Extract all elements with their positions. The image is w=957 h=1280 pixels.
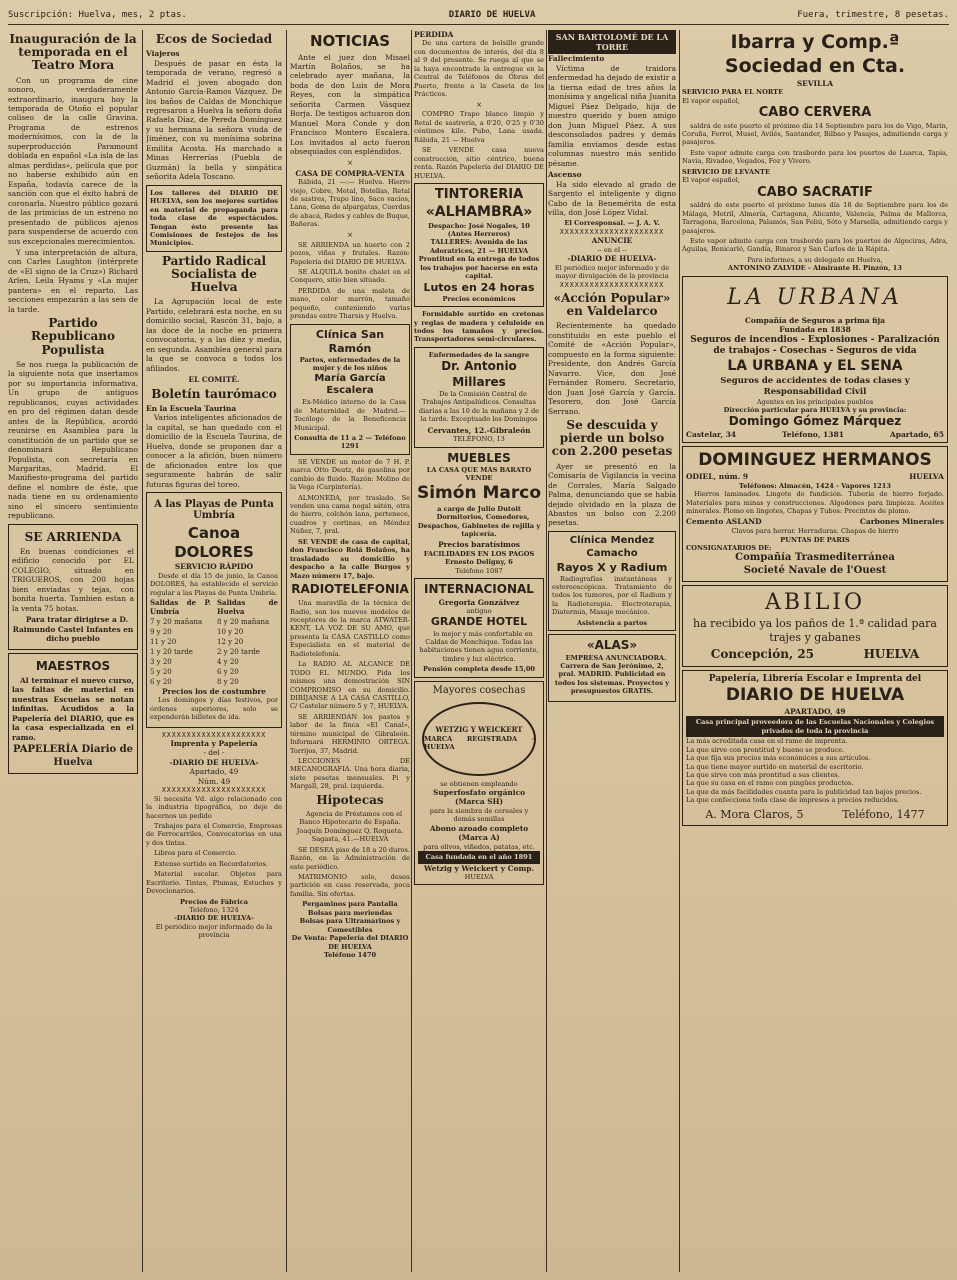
ad-tel-clinica: Consulta de 11 a 2 — Teléfono 1291: [294, 433, 406, 451]
article-body-fallecimiento: Víctima de traidora enfermedad ha dejado de existir a la tierna edad de tres años la monísima y angelical niña Juanita Miguel Páez Delgado, hija de nuestro querido y buen amigo don Juan Miguel Páez. A sus desconsolados padres y demás familia enviamos desde estas columnas nuestro más sentido pésame.: [548, 63, 676, 168]
anuncie-line: El periódico mejor informado y de mayor divulgación de la provincia: [554, 263, 670, 281]
ad-dominguez: DOMINGUEZ HERMANOS: [698, 450, 932, 471]
ad-antiguo: antiguo: [466, 607, 492, 615]
ad-sacratif: CABO SACRATIF: [757, 184, 873, 200]
ad-body-arrienda: En buenas condiciones el edificio conocido por EL COLEGIO, situado en TRIGUEROS, con 200 hojas bien enviadas y tejas, con bonita huerta. Tambien estan a la venta 75 botas.: [12, 547, 134, 613]
article-title-radio: RADIOTELEFONIA: [291, 581, 409, 596]
ad-abilio: [682, 585, 948, 667]
ad-hierros: Hierros laminados. Lingote de fundición. Tubería de hierro forjado. Materiales para minas y construcciones. Algodones para limpieza. Aceites minerales. Plomo en lingotes, Chapas y Tubos: Precintos de plomo.: [686, 490, 944, 516]
ad-gomez: Domingo Gómez Márquez: [728, 414, 902, 429]
anuncie-line: -DIARIO DE HUELVA-: [567, 254, 657, 264]
logo-subtext: MARCA REGISTRADA · HUELVA: [424, 734, 534, 751]
ad-trasmed: Compañía Trasmediterránea: [735, 552, 895, 564]
ad-ibarra: Ibarra y Comp.ª Sociedad en Cta.: [724, 31, 906, 78]
article-body-radio-2: La RADIO AL ALCANCE DE TODO EL MUNDO. Pida los mismos una demostración SIN COMPROMISO en su domicilio. DIRÍJANSE A LA CASA CASTILLO, C/ Castelar número 5 y 7, HUELVA.: [290, 660, 410, 711]
imprenta-line: Imprenta y Papelería: [170, 738, 258, 748]
ad-servicio: SERVICIO RÁPIDO: [174, 562, 254, 572]
ad-mayores-cosechas: [414, 681, 544, 886]
ad-cemento: Cemento ASLAND: [686, 517, 762, 527]
ad-navale: Societé Navale de l'Ouest: [743, 565, 887, 577]
ad-direccion: Dirección particular para HUELVA y su provincia:: [723, 406, 907, 414]
ad-canoa-dolores: [146, 492, 282, 728]
classified-arriendan: SE ARRIENDAN los pastos y labor de la finca «El Canal», término municipal de Gibraleón. Informará HERMINIO ORTEGA. Torrijos, 37, Madrid.: [290, 712, 410, 755]
column-5: [548, 30, 676, 1272]
imprenta-line: - del -: [203, 748, 225, 758]
ad-cervantes: Cervantes, 12.-Gibraleón: [427, 425, 531, 435]
ad-cemento-row: [686, 517, 944, 527]
ad-title-alhambra: «ALHAMBRA»: [425, 203, 533, 220]
schedule-cell: 9 y 20: [150, 628, 172, 637]
ad-fundada: Casa fundada en el año 1891: [418, 851, 540, 863]
corresponsal: El Corresponsal. — J. A. V.: [564, 219, 660, 228]
decorative-border: XXXXXXXXXXXXXXXXXXXXX: [161, 730, 267, 739]
ad-simon-sub: a cargo de Julio Dutoit: [437, 504, 521, 513]
article-body-ecos: Después de pasar en ésta la temporada de verano, regresó a Madrid el joven abogado don Antonio García-Ramos Vázquez. De los baños de Caldas de Monchique regresaron a Huelva la señora doña Rafaela Díaz, de Pereda Domínguez y su hermana la señora viuda de Jiménez, con su monísima sobrina Emilita Acosta. Ha marchado a Minas Herrerías (Puebla de Guzmán) la bella y simpática señorita Adela Toscano.: [146, 58, 282, 182]
ad-carbones: Carbones Minerales: [859, 517, 944, 527]
decorative-border: XXXXXXXXXXXXXXXXXXXXX: [161, 786, 267, 795]
ad-alas-body: EMPRESA ANUNCIADORA. Carrera de San Jerónimo, 2, pral. MADRID. Publicidad en todos los sistemas. Proyectos y presupuestos GRATIS.: [554, 653, 670, 696]
schedule-cell: 11 y 20: [150, 637, 177, 646]
article-title-ecos: Ecos de Sociedad: [155, 32, 273, 46]
ad-sevilla: SEVILLA: [796, 78, 834, 88]
article-title-radical: Partido Radical Socialista de Huelva: [161, 253, 267, 295]
ad-tel13: TELÉFONO, 13: [453, 435, 505, 444]
ad-facilidades: FACILIDADES EN LOS PAGOS: [423, 549, 535, 558]
ad-muebles: MUEBLES: [447, 450, 511, 465]
column-2: [146, 30, 282, 1272]
ad-millares-body: De la Comisión Central de Trabajos Antipalúdicos. Consultas diarias a las 10 de la mañana y 2 de la tarde. Exceptuado los Domingos: [418, 390, 540, 424]
ad-grande-body: lo mejor y más confortable en Caldas de Monchique. Todas las habitaciones tienen agua corriente, timbre y luz eléctrica.: [419, 629, 539, 663]
ad-prontitud: Prontitud en la entrega de todos los trabajos por hacerse en esta capital.: [418, 255, 540, 281]
pergaminos-line: Bolsas para Ultramarinos y Comestibles: [299, 917, 401, 934]
pergaminos-line: Bolsas para meriendas: [307, 908, 393, 917]
servicio-item: Material escolar. Objetos para Escritorio. Tintas, Plumas, Estuches y Devocionarios.: [146, 870, 282, 896]
section-fallecimiento: Fallecimiento: [548, 54, 605, 64]
article-title-teatro: Inauguración de la temporada en el Teatro Mora: [9, 32, 137, 73]
column-rule: [286, 30, 287, 1272]
ad-abono: Abono azoado completo (Marca A): [429, 823, 529, 843]
classified-alquila: SE ALQUILA bonito chalet en el Conquero, sitio bien situado.: [290, 267, 410, 285]
servicio-item: -DIARIO DE HUELVA-: [174, 914, 254, 923]
ad-se-arrienda: [8, 524, 138, 650]
ad-simon-marco: Simón Marco: [416, 482, 541, 503]
ad-baratisimos: Precios baratísimos: [438, 540, 520, 550]
servicio-item: El periódico mejor informado de la provincia: [155, 922, 273, 940]
article-body-teatro-2: Y una interpretación de altura, con Carles Laughton (intérprete de «El signo de la Cruz») Richard Arlen, Leila Hyams y «La mujer pantera» en el reparto. Las secciones empezarán a las seis de la tarde.: [8, 248, 138, 314]
servicio-item: Libros para el Comercio.: [154, 849, 237, 858]
section-viajeros: Viajeros: [146, 49, 180, 59]
ad-vapor2: El vapor español,: [682, 176, 740, 185]
masthead-title: DIARIO DE HUELVA: [448, 10, 536, 20]
ad-asistencia: Asistencia a partos: [576, 618, 648, 627]
classified-matrimonio: MATRIMONIO solo, desea partición en casa reservada, poca familia. Sin ofertas.: [290, 873, 410, 898]
ad-abilio-title: ABILIO: [764, 589, 866, 615]
ad-title-arrienda: SE ARRIENDA: [24, 529, 122, 544]
ad-formidable: Formidable surtido en cretonas y reglas de madera y celuloide en todos los tamaños y precios. Transportadores semi-circulares.: [414, 310, 544, 344]
ad-tel1381: Teléfono, 1381: [782, 429, 844, 439]
pergaminos-line: Teléfono 1470: [323, 950, 377, 959]
ad-telefonos: Teléfonos: Almacén, 1424 - Vapores 1213: [739, 481, 891, 490]
lista-item: La que tiene mayor surtido en material de escritorio.: [686, 762, 864, 771]
column-rule: [142, 30, 143, 1272]
ad-mora: A. Mora Claros, 5: [705, 807, 804, 821]
ad-odiel: ODIEL, núm. 9: [686, 472, 749, 482]
ad-odiel-row: [686, 472, 944, 482]
schedule-cell: 8 y 20: [217, 677, 239, 686]
subscription-outer: Fuera, trimestre, 8 pesetas.: [797, 10, 949, 20]
ad-vapor: El vapor español,: [682, 96, 740, 105]
box-talleres: Los talleres del DIARIO DE HUELVA, son los mejores surtidos en material de propaganda para toda clase de espectáculos. Tengan ésto presente las Comisiones de festejos de los Municipios.: [146, 185, 282, 252]
article-body-radical: La Agrupación local de este Partido, celebrará esta noche, en su domicilio social, Rascón 31, bajo, a las doce de la noche en primera convocatoria, y a las diez y media, en segunda. Asamblea general para la que se convoca a todos los afiliados.: [146, 297, 282, 373]
ad-internacional-title: INTERNACIONAL: [424, 582, 534, 597]
ad-clinica-mc-title: Clínica Mendez Camacho: [569, 534, 655, 559]
ad-fundada: Fundada en 1838: [779, 325, 851, 335]
article-body-teatro: Con un programa de cine sonoro, verdaderamente extraordinario, inaugura hoy la temporada de Otoño el popular coliseo de la calle Gravina. Programa de estrenos modernísimos, con la de la superproducción Paramount doblada en español «La isla de las almas perdidas», película que por no haberse exhibido aún en España, todavía carece de la sanción con que el éxito habrá de coronarla. Nuestro público gozará de las primicias de un estreno no presentado de públicos ajenos para suspenderse de acuerdo con sus excepcionales merecimientos.: [8, 75, 138, 246]
schedule-header: Salidas de Huelva: [217, 598, 278, 617]
decorative-border: XXXXXXXXXXXXXXXXXXXXX: [559, 280, 665, 289]
anuncie-line: ANUNCIE: [591, 236, 633, 246]
section-bartolome: SAN BARTOLOMÉ DE LA TORRE: [548, 30, 676, 54]
decorative-border: XXXXXXXXXXXXXXXXXXXXX: [559, 227, 665, 236]
schedule-cell: 4 y 20: [217, 657, 239, 666]
ad-contact-row: [686, 430, 944, 440]
ad-pension: Pensión completa desde 15,00: [422, 665, 536, 674]
article-body-boletin: Varios inteligentes aficionados de la capital, se han quedado con el domicilio de la Escuela Taurina, de Huelva, donde se proponen dar a conocer a la afición, buen número de aficionados entre los que seguramente habrán de salir futuras figuras del toreo.: [146, 413, 282, 489]
ad-internacional: [414, 578, 544, 678]
classified-perdida-cartera: De una cartera de bolsillo grande con documentos de interés, del día 8 al 9 del presente. Se ruega al que se la haya encontrado la entregue en la Central de Teléfonos de Obras del Puerto, frente a la Caseta de los Prácticos.: [414, 39, 544, 99]
ad-castelar: Castelar, 34: [686, 429, 737, 439]
ad-body-hipotecas: Agencia de Préstamos con el Banco Hipotecario de España. Joaquín Domínguez Q. Roqueta. Sagasta, 41.—HUELVA: [296, 809, 404, 844]
ad-concepcion-row: [686, 647, 944, 662]
article-title-bolso: Se descuida y pierde un bolso con 2.200 pesetas: [551, 418, 673, 459]
ad-alas-title: «ALAS»: [586, 638, 638, 653]
ad-proveedora: Casa principal proveedora de las Escuelas Nacionales y Colegios privados de toda la provincia: [686, 716, 944, 737]
ad-odiel-city: HUELVA: [909, 472, 944, 482]
servicio-item: Teléfono, 1324: [189, 905, 239, 914]
ad-body-clinica: Ex-Médico interno de la Casa de Maternidad de Madrid.—Tocólogo de la Beneficencia Municipal.: [294, 398, 406, 432]
schedule-table: [150, 599, 278, 687]
schedule-cell: 3 y 20: [150, 657, 172, 666]
lista-item: La que confecciona toda clase de impresos a precios reducidos.: [686, 796, 900, 805]
lista-item: La que da más facilidades cuanta para la publicidad tan bajos precios.: [686, 787, 922, 796]
logo-text: WETZIG Y WEICKERT: [435, 724, 523, 734]
ad-deligny: Ernesto Deligny, 6: [445, 558, 513, 567]
schedule-cell: 1 y 20 tarde: [150, 647, 193, 656]
ad-consignatarios: CONSIGNATARIOS DE:: [686, 543, 772, 552]
servicio-item: Extenso surtido en Recordatorios.: [154, 859, 269, 868]
ad-clinica-mendez: [548, 531, 676, 631]
ad-lutos: Lutos en 24 horas: [423, 280, 535, 294]
ad-contact-arrienda: Para tratar dirigirse a D. Raimundo Castel Infantes en dicho pueblo: [12, 615, 134, 644]
lista-item: La que fija sus precios más económicos a sus artículos.: [686, 754, 871, 763]
ad-tel1087: Teléfono 1087: [455, 566, 503, 575]
article-title-partido: Partido Republicano Populista: [30, 316, 116, 357]
ad-la-urbana: [682, 276, 948, 444]
lista-item: La más acreditada casa en el ramo de imprenta.: [686, 737, 848, 746]
ad-millares: [414, 347, 544, 448]
article-body-bolso: Ayer se presentó en la Comisaría de Vigilancia la vecina de Corrales, María Salgado Palma, denunciando que se había dejado olvidado en la plaza de Abastos un bolso con 2.200 pesetas.: [548, 461, 676, 528]
ad-precios-eco: Precios económicos: [442, 294, 516, 303]
schedule-cell: 12 y 20: [217, 637, 244, 646]
ad-concepcion: Concepción, 25: [710, 647, 815, 662]
ad-diario-name: DIARIO DE HUELVA: [725, 685, 905, 706]
ad-title-hipotecas: Hipotecas: [316, 792, 384, 807]
ad-abilio-body: ha recibido ya los paños de 1.ª calidad para trajes y gabanes: [693, 617, 937, 645]
classified-perdida: PERDIDA de una maleta de mano, color marrón, tamaño pequeño, conteniendo varias prendas entre Tharsis y Huelva.: [290, 286, 410, 321]
separator: ×: [347, 230, 353, 239]
schedule-cell: 10 y 20: [217, 628, 244, 637]
ad-title-tintoreria: TINTORERIA: [434, 186, 524, 202]
ad-siembra: para la siembra de cereales y demás semillas: [429, 806, 529, 824]
ad-norte: SERVICIO PARA EL NORTE: [682, 88, 784, 97]
ad-rayos-body: Radiografías instantáneas y estereoscópicas. Tratamiento de todos los tumores, por el Radium y la Radioterapia. Electroterapia, Diatermia, Masaje mecánico.: [552, 574, 672, 617]
classified-desea: SE DESEA piso de 18 a 20 duros. Razón, en la Administración de este periódico.: [290, 845, 410, 871]
classified-lecciones: LECCIONES DE MECANOGRAFIA. Una hora diaria, siete pesetas mensuales. Pi y Margall, 28, pral. izquierda.: [290, 757, 410, 791]
article-title-boletin: Boletín taurómaco: [151, 386, 277, 401]
imprenta-line: -DIARIO DE HUELVA-: [169, 757, 259, 767]
ad-talleres: TALLERES: Avenida de las Adoratrices, 21 — HUELVA: [429, 238, 529, 255]
ad-precios-note: Los domingos y días festivos, por órdenes superiores, solo se expenderán billetes de ida.: [150, 696, 278, 722]
article-body-ascenso: Ha sido elevado al grado de Sargento el inteligente y digno Cabo de la Benemérita de esta villa, don José López Vidal.: [548, 179, 676, 217]
servicio-item: Trabajos para el Comercio, Empresas de Ferrocarriles, Convocatorias en una y dos tintas.: [146, 822, 282, 847]
ad-millares-sub: Enfermedades de la sangre: [428, 350, 530, 359]
ad-alas: [548, 634, 676, 702]
schedule-cell: 8 y 20 mañana: [217, 618, 270, 627]
article-body-radio: Una maravilla de la técnica de Radio, son los nuevos modelos de receptores de la marca ATWATER-KENT, LA VOZ DE SU AMO, que presenta la CASA CASTILLO como Especialista en el material de Radiotelefonía.: [290, 599, 410, 658]
article-body-partido: Se nos ruega la publicación de la siguiente nota que insertamos por su importancia informativa. Un grupo de antiguos republicanos, cuyas actividades en pro del régimen datan desde antes de la República, acordó reunirse en Asamblea para la constitución de un partido que se denominará Republicano Populista, con secretaría en Margaritas, Madrid. El Manifiesto-programa del partido define el nombre de éste, que nada tiene en su ordenamiento sino el sincero sentimiento republicano.: [8, 359, 138, 521]
anuncie-line: -- en el --: [597, 245, 627, 254]
ad-huelva: HUELVA: [464, 873, 494, 882]
ad-puntas: PUNTAS DE PARIS: [780, 535, 850, 544]
lista-item: La que sirve con prontitud y bueno se produce.: [686, 745, 845, 754]
column-3: [290, 30, 410, 1272]
ad-foot-maestros: PAPELERÍA Diario de Huelva: [12, 744, 134, 768]
ad-title-compraventa: CASA DE COMPRA-VENTA: [295, 168, 405, 178]
subscription-info: Suscripción: Huelva, mes, 2 ptas.: [8, 10, 187, 20]
ad-mora-row: [686, 808, 944, 822]
ad-title-playas: A las Playas de Punta Umbría: [154, 499, 274, 521]
column-4: [414, 30, 544, 1272]
imprenta-line: Núm. 49: [197, 776, 231, 786]
subtitle-boletin: En la Escuela Taurina: [146, 403, 237, 413]
classified-arrienda: SE ARRIENDA un huerto con 2 pozos, viñas y frutales. Razón: Papelería del DIARIO DE HUELVA.: [290, 240, 410, 266]
column-rule: [546, 30, 547, 1272]
classified-vende-casa: SE VENDE casa nueva construcción, sitio céntrico, buena renta. Razón Papelería del DIARIO DE HUELVA.: [414, 146, 544, 180]
article-body-accion: Recientemente ha quedado constituido en este pueblo el Comité de «Acción Popular», compuesto en la forma siguiente: Presidente, don Andrés García Navarro. Vice, don José Fernández Romero. Secretario, don Juan José García y García. Tesorero, don José García Serrano.: [548, 321, 676, 416]
ad-papeleria-title: Papelería, Librería Escolar e Imprenta del: [708, 673, 922, 684]
urbana-logo: LA URBANA: [727, 284, 903, 310]
schedule-cell: 6 y 20: [217, 667, 239, 676]
ad-rayos: Rayos X y Radium: [556, 560, 668, 574]
schedule-cell: 6 y 20: [150, 677, 172, 686]
article-title-noticias: NOTICIAS: [309, 32, 391, 50]
ad-grande-hotel: GRANDE HOTEL: [430, 615, 528, 629]
ad-dominguez-hermanos: [682, 446, 948, 582]
ad-accidentes: Seguros de accidentes de todas clases y Responsabilidad Civil: [720, 375, 910, 397]
ad-informes: Para informes, a su delegado en Huelva,: [747, 255, 883, 264]
classified-almoneda: ALMONEDA, por traslado. Se venden una cama nogal sátén, otra de hierro, colchón lana, pertenece, cuadros y cortinas, en Méndez Núñez, 7, pral.: [290, 493, 410, 536]
schedule-header: Salidas de P. Umbría: [150, 598, 211, 617]
ad-zalvide: ANTONINO ZALVIDE - Almirante H. Pinzón, 13: [728, 264, 902, 273]
column-rule: [411, 30, 412, 1272]
separator: ×: [476, 100, 482, 109]
ad-tel1477: Teléfono, 1477: [842, 807, 925, 821]
separator: ×: [347, 158, 353, 167]
ad-title-maestros: MAESTROS: [35, 658, 111, 673]
ad-cervera-body: saldrá de este puerto el próximo día 14 Septiembre para los de Vigo, Marín, Coruña, Ferrol, Musel, Avilés, Santander, Bilbao y Pasajes, admitiendo carga y pasajeros.: [682, 121, 948, 147]
ad-clinica-san-ramon: [290, 324, 410, 455]
article-title-accion: «Acción Popular» en Valdelarco: [553, 291, 671, 319]
ad-apartado65: Apartado, 65: [889, 429, 944, 439]
ad-cervera: CABO CERVERA: [758, 104, 872, 120]
pergaminos-line: De Venta: Papelería del DIARIO DE HUELVA: [291, 934, 409, 951]
ad-apartado49: APARTADO, 49: [784, 706, 846, 716]
ad-precios: Precios los de costumbre: [162, 686, 266, 696]
lista-item: La que sirve con más prontitud a sus clientes.: [686, 771, 840, 780]
ad-concepcion-city: HUELVA: [863, 647, 920, 662]
ad-canoa-body: Desde el día 15 de junio, la Canoa DOLORES, ha establecido el servicio regular a las Playas de Punta Umbría.: [150, 571, 278, 597]
ad-simon-body: Dormitorios, Comedores, Despachos, Gabinetes de rejilla y tapicería.: [417, 513, 541, 538]
ad-sacratif-note: Este vapor admite carga con trasbordo para los puertos de Algeciras, Adra, Águilas, Benicarló, Gandía, Binaroz y San Carlos de la Rápita.: [682, 237, 948, 254]
classified-compro: COMPRO Trapo blanco limpio y Retal de sastrería, a 0'20, 0'25 y 0'30 céntimos kilo. Pubo, Lana usada. Rábida, 21 — Huelva: [414, 110, 544, 144]
schedule-cell: 5 y 20: [150, 667, 172, 676]
ad-urbana-sena: LA URBANA y EL SENA: [727, 357, 903, 374]
sign-radical: EL COMITÉ.: [188, 375, 240, 385]
column-rule: [679, 30, 680, 1272]
classified-traslado: SE VENDE de casa de capital, don Francisco Rolá Bolaños, ha trasladado su domicilio y despacho a la calle Burgos y Mazo número 17, bajo.: [290, 537, 410, 580]
lista-item: La que su casa en el ramo con pingües productos.: [686, 779, 854, 788]
servicio-item: Si necesita Vd. algo relacionado con la industria tipográfica, no deje de hacernos un pedido: [146, 794, 282, 820]
wetzig-weickert-logo: [422, 702, 536, 776]
ad-obtienen: se obtienen empleando: [440, 779, 518, 788]
ad-mayores-title: Mayores cosechas: [432, 684, 526, 696]
ad-papeleria-diario: [682, 670, 948, 826]
ad-doctor-clinica: María García Escalera: [314, 372, 386, 397]
running-head: [8, 6, 949, 25]
servicio-item: Precios de Fábrica: [179, 897, 249, 906]
article-body-noticias: Ante el juez don Misael Martín Bolaños, se ha celebrado ayer mañana, la boda de don Luis de Mora Reyes, con la simpática señorita Carmen Vásquez Borja. De testigos actuaron don Manuel Mora Conde y don Francisco Montero Escalera. Los invitados al acto fueron obsequiados con espléndidos.: [290, 52, 410, 157]
ad-olivos: para olivos, viñedos, patatas, etc.: [423, 842, 535, 851]
ad-canoa-name: Canoa DOLORES: [174, 524, 254, 562]
classified-vende-motor: SE VENDE un motor de 7 H. P. marca Otto Deutz, de gasolina por cambio de fluido. Razón: Molino de la Vega (Carpintería).: [290, 457, 410, 492]
ad-compania: Compañía de Seguros a prima fija: [745, 315, 885, 325]
ad-levante: SERVICIO DE LEVANTE: [682, 167, 770, 176]
ad-seguros: Seguros de incendios - Explosiones - Paralización de trabajos - Cosechas - Seguros de vida: [690, 334, 940, 357]
schedule-cell: 2 y 20 tarde: [217, 647, 260, 656]
perdida-label: PERDIDA: [414, 30, 454, 39]
ad-wetzig-co: Wetzig y Weickert y Comp.: [423, 863, 535, 873]
column-1: [8, 30, 138, 1272]
ad-clavos: Clavos para herrar. Herraduras. Chapas de hierro: [731, 527, 899, 536]
section-ascenso: Ascenso: [548, 170, 582, 180]
ad-sub-clinica: Partos, enfermedades de la mujer y de los niños: [299, 355, 401, 373]
ad-cervera-note: Este vapor admite carga con trasbordo para los puertos de Luarca, Tapia, Navia, Rivadeo, Vegados, Foz y Vivero.: [682, 148, 948, 166]
ad-agentes: Agentes en los principales pueblos: [756, 397, 874, 406]
ad-tintoreria-alhambra: [414, 183, 544, 307]
ad-gregoria: Gregoria Gonzálvez: [438, 597, 520, 607]
ad-despacho: Despacho: José Nogales, 10 (Antes Herreros): [428, 221, 530, 238]
schedule-cell: 7 y 20 mañana: [150, 618, 203, 627]
ad-muebles-sub: LA CASA QUE MÁS BARATO VENDE: [426, 466, 532, 483]
column-6: [682, 30, 948, 1272]
ad-body-compraventa: Rábida, 21 —:— Huelva. Hierro viejo, Cobre, Metal, Botellas, Retal de sastres, Trapo lino, Saco vacíos, Lana, Goma de alpargatas, Cuerdas de abacá, Redes y cables de Buque, Bañeras.: [290, 178, 410, 229]
ad-title-clinica: Clínica San Ramón: [315, 327, 385, 355]
imprenta-line: Apartado, 49: [189, 767, 239, 777]
ad-maestros: [8, 653, 138, 774]
pergaminos-line: Pergaminos para Pantalla: [302, 900, 398, 909]
ad-millares-name: Dr. Antonio Millares: [441, 359, 517, 389]
ad-body-maestros: Al terminar el nuevo curso, las faltas de material en nuestras Escuelas se notan infinitas. Acudidos a la Papelería del DIARIO, que es la casa especializada en el ramo.: [12, 675, 134, 742]
ad-sacratif-body: saldrá de este puerto el próximo lunes día 18 de Septiembre para los de Málaga, Motril, Almería, Cartagena, Alicante, Valencia, Palma de Mallorca, Tarragona, Barcelona, Palamós, San Feliú, Sóto y Marsella, admitiendo carga y pasajeros.: [682, 201, 948, 235]
ad-superfosfato: Superfosfato orgánico (Marca SH): [432, 787, 526, 807]
